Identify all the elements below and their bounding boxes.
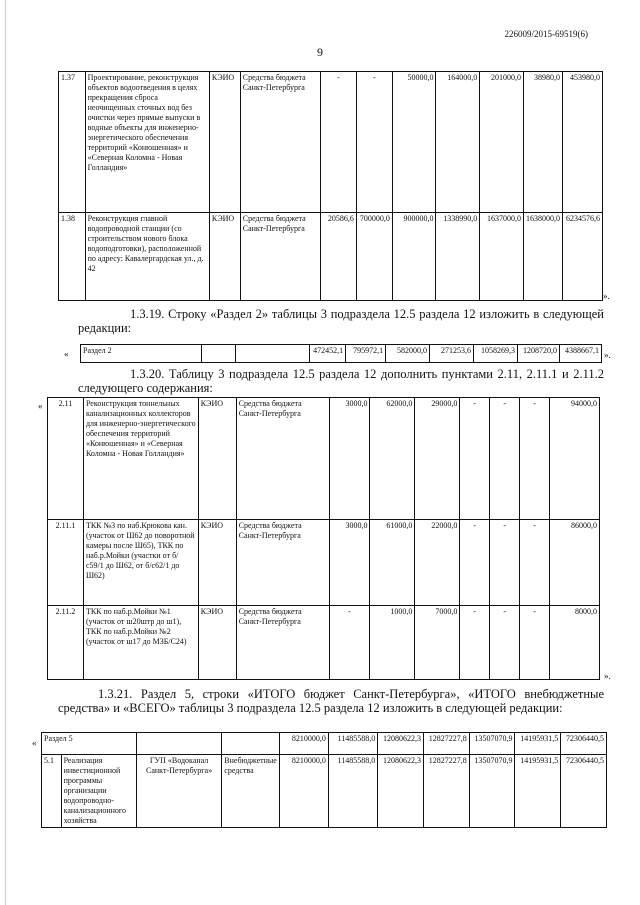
row-name: Проектирование, реконструкция объектов водоотведения в целях прекращения сброса неочищенных сточных вод без очистки через прямые выпуски в водные объекты для инженерно-энергетического обеспечения территорий «Конюшенная» и «Северная Коломна - Новая Голландия» [85, 72, 209, 213]
value-cell: 700000,0 [356, 213, 392, 301]
value-cell: 582000,0 [386, 345, 430, 363]
row-number: 2.11.1 [48, 520, 84, 606]
empty-cell [236, 345, 310, 363]
section-label: Раздел 5 [42, 733, 137, 755]
value-cell: 11485588,0 [328, 755, 377, 828]
table-row [48, 606, 600, 680]
table-rows-2-11 [47, 397, 600, 680]
value-cell: 72306440,5 [561, 755, 607, 828]
row-number: 1.38 [59, 213, 86, 301]
value-cell: 11485588,0 [328, 733, 377, 755]
value-cell: 1058269,3 [473, 345, 517, 363]
row-name: Реализация инвестиционной программы организации водопроводно-канализационного хозяйства [61, 755, 136, 828]
row-executor: КЭИО [198, 398, 236, 520]
value-cell: 12080622,3 [378, 733, 424, 755]
row-executor: КЭИО [198, 606, 236, 680]
value-cell: 14195931,5 [515, 733, 561, 755]
table-row [48, 520, 600, 606]
value-cell: 50000,0 [392, 72, 436, 213]
paragraph-1-3-20: 1.3.20. Таблицу 3 подраздела 12.5 раздела 12 дополнить пунктами 2.11, 2.11.1 и 2.11.2 следующего содержания: [78, 367, 604, 395]
paragraph-1-3-19: 1.3.19. Строку «Раздел 2» таблицы 3 подраздела 12.5 раздела 12 изложить в следующей редакции: [78, 307, 604, 335]
row-executor: КЭИО [209, 213, 240, 301]
table-row [81, 345, 602, 363]
value-cell: - [460, 606, 490, 680]
value-cell: 13507070,9 [469, 733, 515, 755]
row-name: ТКК по наб.р.Мойки №1 (участок от ш20штр до ш1), ТКК по наб.р.Мойки №2 (участок от ш17 до МЗБ/С24) [83, 606, 198, 680]
value-cell: 3000,0 [329, 398, 370, 520]
table-row [42, 733, 607, 755]
value-cell: 22000,0 [415, 520, 460, 606]
value-cell: 4388667,1 [559, 345, 601, 363]
table-row [42, 755, 607, 828]
value-cell: 8210000,0 [279, 733, 328, 755]
value-cell: 201000,0 [480, 72, 524, 213]
page-number: 9 [317, 45, 323, 59]
value-cell: 3000,0 [329, 520, 370, 606]
row-source: Средства бюджета Санкт-Петербурга [236, 520, 329, 606]
value-cell: - [321, 72, 357, 213]
page-edge [5, 0, 6, 905]
value-cell: 1338990,0 [436, 213, 480, 301]
empty-cell [201, 345, 236, 363]
row-executor: ГУП «Водоканал Санкт-Петербурга» [136, 755, 221, 828]
value-cell: 164000,0 [436, 72, 480, 213]
value-cell: - [460, 520, 490, 606]
value-cell: - [490, 398, 520, 520]
value-cell: - [490, 606, 520, 680]
value-cell: - [490, 520, 520, 606]
value-cell: 12827227,8 [423, 755, 469, 828]
opening-quote: « [64, 349, 69, 359]
row-executor: КЭИО [198, 520, 236, 606]
table-section-5 [41, 732, 607, 828]
value-cell: - [520, 398, 550, 520]
value-cell: 94000,0 [550, 398, 600, 520]
row-name: ТКК №3 по наб.Крюкова кан. (участок от Ш62 до поворотной камеры после Ш65), ТКК по наб.р.Мойки (участки от б/с59/1 до Ш62, от б/с62/1 до Ш62) [83, 520, 198, 606]
closing-quote: ». [604, 350, 611, 360]
value-cell: - [460, 398, 490, 520]
value-cell: 20586,6 [321, 213, 357, 301]
value-cell: 13507070,9 [469, 755, 515, 828]
row-source: Внебюджетные средства [222, 755, 280, 828]
value-cell: 472452,1 [310, 345, 346, 363]
row-source: Средства бюджета Санкт-Петербурга [240, 72, 320, 213]
value-cell: 62000,0 [370, 398, 415, 520]
value-cell: 12080622,3 [378, 755, 424, 828]
opening-quote: « [38, 401, 43, 411]
row-number: 2.11 [48, 398, 84, 520]
document-number: 226009/2015-69519(6) [504, 29, 588, 39]
value-cell: - [356, 72, 392, 213]
row-executor: КЭИО [209, 72, 240, 213]
value-cell: 14195931,5 [515, 755, 561, 828]
value-cell: - [329, 606, 370, 680]
value-cell: 795972,1 [346, 345, 386, 363]
value-cell: 1637000,0 [480, 213, 524, 301]
value-cell: - [520, 606, 550, 680]
row-source: Средства бюджета Санкт-Петербурга [236, 606, 329, 680]
value-cell: 8210000,0 [279, 755, 328, 828]
empty-cell [136, 733, 221, 755]
row-name: Реконструкция тоннельных канализационных коллекторов для инженерно-энергетического обеспечения территорий «Конюшенная» и «Северная Коломна - Новая Голландия» [83, 398, 198, 520]
value-cell: 12827227,8 [423, 733, 469, 755]
table-section-2 [80, 344, 602, 363]
value-cell: 72306440,5 [561, 733, 607, 755]
value-cell: 8000,0 [550, 606, 600, 680]
table-rows-1-37-1-38 [58, 71, 603, 301]
value-cell: 453980,0 [563, 72, 603, 213]
table-row [59, 72, 603, 213]
opening-quote: « [32, 738, 37, 748]
row-source: Средства бюджета Санкт-Петербурга [240, 213, 320, 301]
closing-quote: ». [604, 671, 611, 681]
table-row [59, 213, 603, 301]
value-cell: 6234576,6 [563, 213, 603, 301]
closing-quote: ». [603, 291, 610, 301]
paragraph-1-3-21: 1.3.21. Раздел 5, строки «ИТОГО бюджет Санкт-Петербурга», «ИТОГО внебюджетные средства» и «ВСЕГО» таблицы 3 подраздела 12.5 раздела 12 изложить в следующей редакции: [58, 687, 604, 715]
value-cell: 900000,0 [392, 213, 436, 301]
value-cell: 61000,0 [370, 520, 415, 606]
value-cell: 29000,0 [415, 398, 460, 520]
value-cell: 7000,0 [415, 606, 460, 680]
value-cell: 1208720,0 [517, 345, 559, 363]
value-cell: 1638000,0 [524, 213, 563, 301]
value-cell: 271253,6 [430, 345, 474, 363]
value-cell: 1000,0 [370, 606, 415, 680]
empty-cell [222, 733, 280, 755]
row-number: 2.11.2 [48, 606, 84, 680]
table-row [48, 398, 600, 520]
value-cell: 38980,0 [524, 72, 563, 213]
section-label: Раздел 2 [81, 345, 202, 363]
value-cell: - [520, 520, 550, 606]
row-number: 5.1 [42, 755, 62, 828]
row-source: Средства бюджета Санкт-Петербурга [236, 398, 329, 520]
value-cell: 86000,0 [550, 520, 600, 606]
row-number: 1.37 [59, 72, 86, 213]
row-name: Реконструкция главной водопроводной станции (со строительством нового блока водоподготовки), расположенной по адресу: Кавалергардская ул., д. 42 [85, 213, 209, 301]
